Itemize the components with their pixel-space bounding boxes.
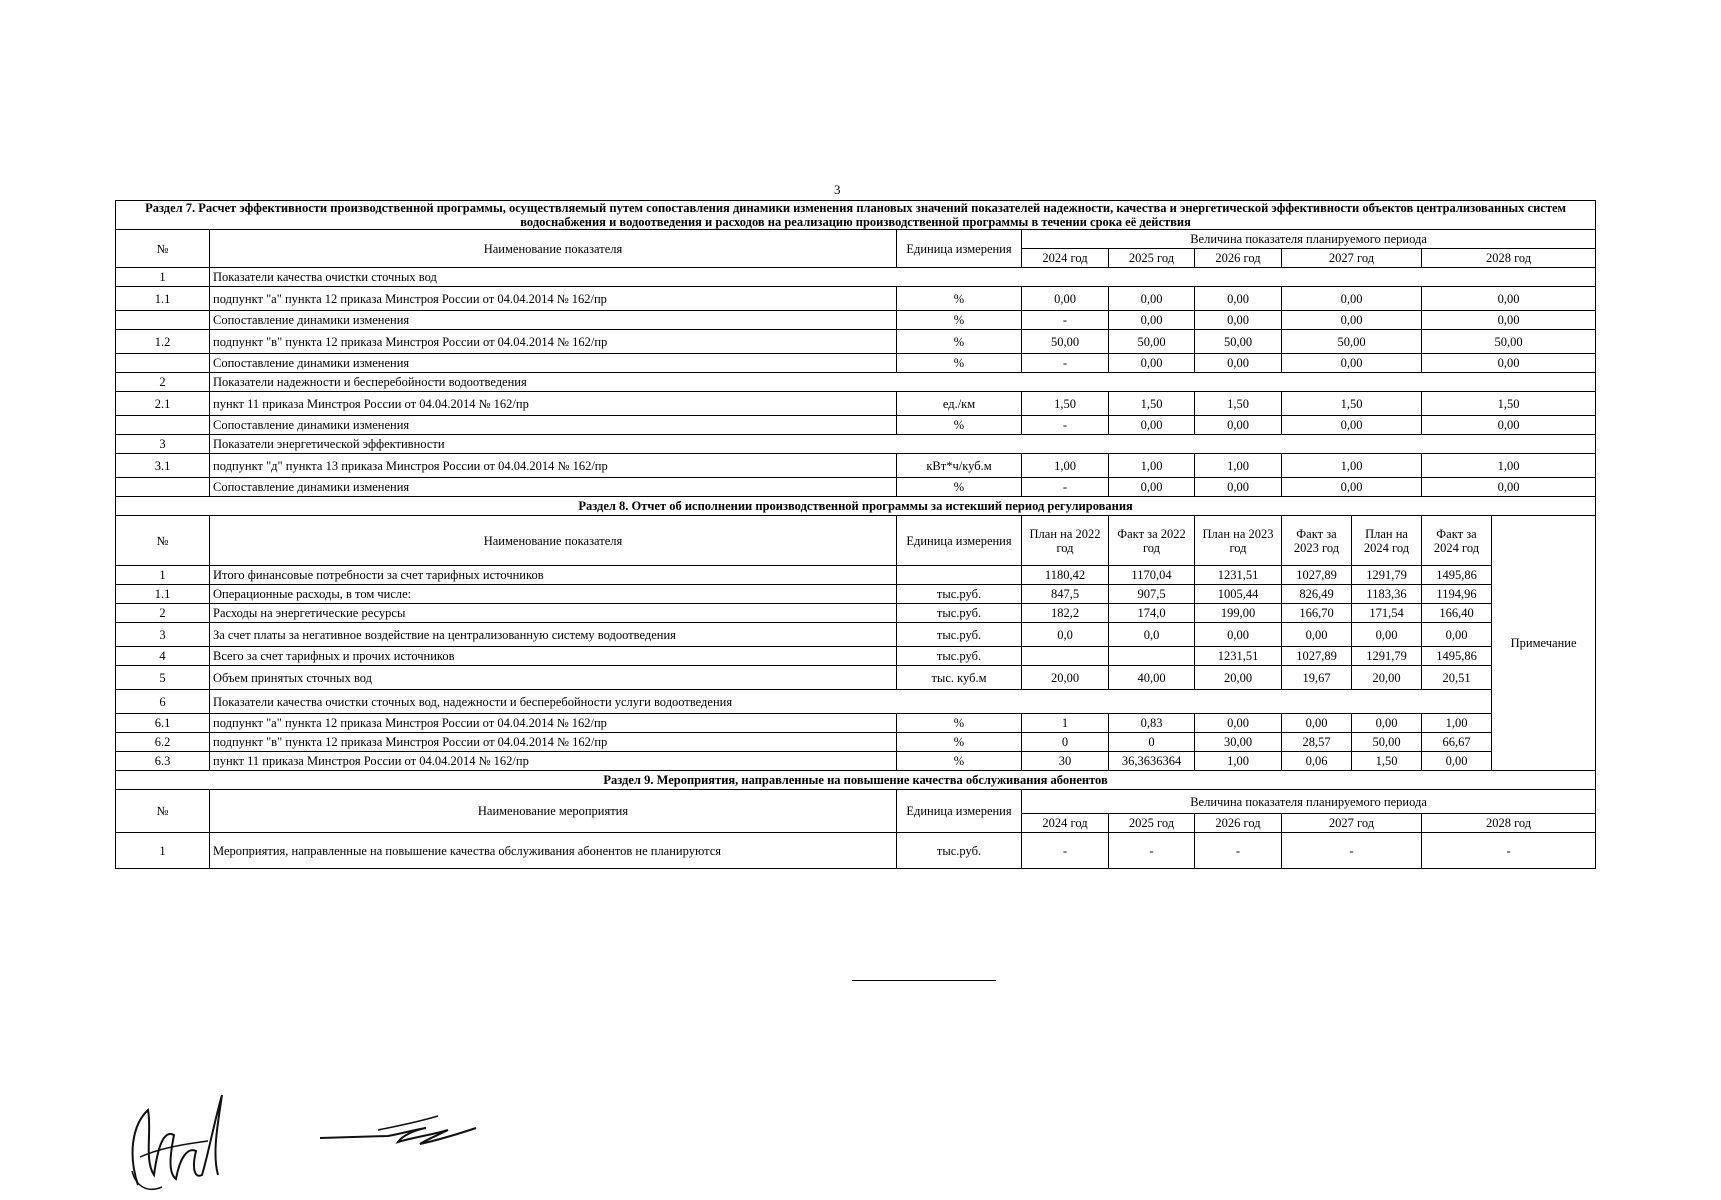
value-col-3: 0,00 xyxy=(1195,714,1282,733)
section7-row xyxy=(116,454,1596,478)
value-2025: 0,00 xyxy=(1109,311,1195,330)
value-2025: 0,00 xyxy=(1109,416,1195,435)
row-unit: тыс.руб. xyxy=(897,833,1022,869)
value-col-1: 182,2 xyxy=(1022,604,1109,623)
value-col-4: 1027,89 xyxy=(1282,647,1352,666)
value-col-1: 30 xyxy=(1022,752,1109,771)
value-2028: 0,00 xyxy=(1422,354,1596,373)
row-name: пункт 11 приказа Минстроя России от 04.04.2014 № 162/пр xyxy=(210,392,897,416)
row-name: Показатели качества очистки сточных вод, надежности и бесперебойности услуги водоотведения xyxy=(210,690,1492,714)
value-col-2: 0,0 xyxy=(1109,623,1195,647)
value-col-5: 0,00 xyxy=(1352,714,1422,733)
value-2025: 1,50 xyxy=(1109,392,1195,416)
value-2028: 1,50 xyxy=(1422,392,1596,416)
row-num: 2 xyxy=(116,373,210,392)
header-num: № xyxy=(116,230,210,268)
value-2025: 0,00 xyxy=(1109,354,1195,373)
row-name: подпункт "в" пункта 12 приказа Минстроя России от 04.04.2014 № 162/пр xyxy=(210,330,897,354)
value-2026: 50,00 xyxy=(1195,330,1282,354)
row-num: 1.1 xyxy=(116,585,210,604)
value-2025: - xyxy=(1109,833,1195,869)
value-col-2: 1170,04 xyxy=(1109,566,1195,585)
value-col-4: 1027,89 xyxy=(1282,566,1352,585)
row-unit: % xyxy=(897,416,1022,435)
value-col-2: 0 xyxy=(1109,733,1195,752)
value-col-2: 174,0 xyxy=(1109,604,1195,623)
row-name: За счет платы за негативное воздействие на централизованную систему водоотведения xyxy=(210,623,897,647)
value-2028: 0,00 xyxy=(1422,478,1596,497)
section9-title: Раздел 9. Мероприятия, направленные на повышение качества обслуживания абонентов xyxy=(116,771,1596,790)
header-unit: Единица измерения xyxy=(897,790,1022,833)
value-2027: 0,00 xyxy=(1282,311,1422,330)
value-col-5: 0,00 xyxy=(1352,623,1422,647)
section8-row xyxy=(116,566,1596,585)
header-2024: 2024 год xyxy=(1022,249,1109,268)
row-unit: % xyxy=(897,752,1022,771)
section7-row xyxy=(116,416,1596,435)
value-col-5: 171,54 xyxy=(1352,604,1422,623)
row-num: 1.1 xyxy=(116,287,210,311)
header-unit: Единица измерения xyxy=(897,230,1022,268)
value-2024: - xyxy=(1022,311,1109,330)
value-2024: - xyxy=(1022,416,1109,435)
row-unit: тыс.руб. xyxy=(897,585,1022,604)
value-col-6: 66,67 xyxy=(1422,733,1492,752)
value-col-2: 40,00 xyxy=(1109,666,1195,690)
row-unit: тыс.руб. xyxy=(897,647,1022,666)
row-num xyxy=(116,311,210,330)
value-2025: 50,00 xyxy=(1109,330,1195,354)
value-col-2 xyxy=(1109,647,1195,666)
row-name: пункт 11 приказа Минстроя России от 04.04.2014 № 162/пр xyxy=(210,752,897,771)
section9-header-row-1 xyxy=(116,790,1596,814)
value-col-5: 20,00 xyxy=(1352,666,1422,690)
value-2027: 0,00 xyxy=(1282,354,1422,373)
value-col-3: 20,00 xyxy=(1195,666,1282,690)
section8-row xyxy=(116,585,1596,604)
value-col-5: 1183,36 xyxy=(1352,585,1422,604)
row-unit: % xyxy=(897,287,1022,311)
row-num: 3 xyxy=(116,435,210,454)
section8-row xyxy=(116,604,1596,623)
header-unit: Единица измерения xyxy=(897,516,1022,566)
header-2026: 2026 год xyxy=(1195,249,1282,268)
row-num: 4 xyxy=(116,647,210,666)
row-num xyxy=(116,416,210,435)
value-col-6: 1495,86 xyxy=(1422,566,1492,585)
header-2028: 2028 год xyxy=(1422,814,1596,833)
value-col-4: 19,67 xyxy=(1282,666,1352,690)
row-num: 6 xyxy=(116,690,210,714)
value-col-1: 847,5 xyxy=(1022,585,1109,604)
value-2026: 1,00 xyxy=(1195,454,1282,478)
section8-row xyxy=(116,752,1596,771)
header-col-5: План на 2024 год xyxy=(1352,516,1422,566)
row-name: Итого финансовые потребности за счет тарифных источников xyxy=(210,566,897,585)
page-number: 3 xyxy=(834,182,841,197)
value-2026: - xyxy=(1195,833,1282,869)
row-name: Операционные расходы, в том числе: xyxy=(210,585,897,604)
section8-title: Раздел 8. Отчет об исполнении производственной программы за истекший период регулирования xyxy=(116,497,1596,516)
value-2025: 0,00 xyxy=(1109,478,1195,497)
row-num: 1 xyxy=(116,833,210,869)
row-unit: % xyxy=(897,714,1022,733)
value-2024: - xyxy=(1022,478,1109,497)
row-num: 5 xyxy=(116,666,210,690)
header-note: Примечание xyxy=(1492,516,1596,771)
section8-row xyxy=(116,733,1596,752)
header-name: Наименование показателя xyxy=(210,516,897,566)
value-2025: 0,00 xyxy=(1109,287,1195,311)
row-name: Сопоставление динамики изменения xyxy=(210,478,897,497)
row-unit: тыс.руб. xyxy=(897,623,1022,647)
value-2024: 50,00 xyxy=(1022,330,1109,354)
value-col-1 xyxy=(1022,647,1109,666)
row-name: Сопоставление динамики изменения xyxy=(210,354,897,373)
row-num: 2 xyxy=(116,604,210,623)
header-period: Величина показателя планируемого периода xyxy=(1022,230,1596,249)
section7-row xyxy=(116,287,1596,311)
row-unit: ед./км xyxy=(897,392,1022,416)
value-col-6: 20,51 xyxy=(1422,666,1492,690)
row-num: 6.2 xyxy=(116,733,210,752)
value-2025: 1,00 xyxy=(1109,454,1195,478)
value-2026: 0,00 xyxy=(1195,354,1282,373)
value-2028: 0,00 xyxy=(1422,416,1596,435)
header-period: Величина показателя планируемого периода xyxy=(1022,790,1596,814)
value-2026: 0,00 xyxy=(1195,478,1282,497)
row-num: 1 xyxy=(116,566,210,585)
row-unit: % xyxy=(897,478,1022,497)
header-2024: 2024 год xyxy=(1022,814,1109,833)
section7-row xyxy=(116,435,1596,454)
signature-2 xyxy=(318,1100,478,1160)
header-2025: 2025 год xyxy=(1109,249,1195,268)
value-col-6: 1,00 xyxy=(1422,714,1492,733)
header-2027: 2027 год xyxy=(1282,814,1422,833)
header-num: № xyxy=(116,516,210,566)
value-2027: - xyxy=(1282,833,1422,869)
row-name: Показатели качества очистки сточных вод xyxy=(210,268,1596,287)
value-col-6: 0,00 xyxy=(1422,752,1492,771)
value-col-5: 1,50 xyxy=(1352,752,1422,771)
row-num: 6.3 xyxy=(116,752,210,771)
value-2028: 1,00 xyxy=(1422,454,1596,478)
value-2026: 0,00 xyxy=(1195,416,1282,435)
section7-row xyxy=(116,268,1596,287)
row-name: Сопоставление динамики изменения xyxy=(210,416,897,435)
value-2026: 0,00 xyxy=(1195,311,1282,330)
row-num: 1.2 xyxy=(116,330,210,354)
row-unit: % xyxy=(897,330,1022,354)
section8-title-row xyxy=(116,497,1596,516)
value-2024: - xyxy=(1022,354,1109,373)
header-name: Наименование мероприятия xyxy=(210,790,897,833)
value-col-4: 166,70 xyxy=(1282,604,1352,623)
section8-row xyxy=(116,690,1596,714)
value-col-4: 0,06 xyxy=(1282,752,1352,771)
value-2026: 0,00 xyxy=(1195,287,1282,311)
value-2028: 50,00 xyxy=(1422,330,1596,354)
row-num: 2.1 xyxy=(116,392,210,416)
header-name: Наименование показателя xyxy=(210,230,897,268)
value-col-1: 20,00 xyxy=(1022,666,1109,690)
section7-row xyxy=(116,478,1596,497)
value-2028: - xyxy=(1422,833,1596,869)
header-col-2: Факт за 2022 год xyxy=(1109,516,1195,566)
separator-line xyxy=(852,980,996,981)
value-2024: 0,00 xyxy=(1022,287,1109,311)
section8-row xyxy=(116,666,1596,690)
value-col-6: 166,40 xyxy=(1422,604,1492,623)
row-unit: % xyxy=(897,733,1022,752)
value-col-1: 0,0 xyxy=(1022,623,1109,647)
value-2026: 1,50 xyxy=(1195,392,1282,416)
value-2027: 50,00 xyxy=(1282,330,1422,354)
value-col-2: 0,83 xyxy=(1109,714,1195,733)
value-col-4: 28,57 xyxy=(1282,733,1352,752)
row-name: Объем принятых сточных вод xyxy=(210,666,897,690)
value-col-5: 1291,79 xyxy=(1352,566,1422,585)
row-name: Расходы на энергетические ресурсы xyxy=(210,604,897,623)
section7-row xyxy=(116,330,1596,354)
program-table xyxy=(115,200,1596,869)
value-col-6: 1194,96 xyxy=(1422,585,1492,604)
value-col-3: 199,00 xyxy=(1195,604,1282,623)
row-name: Показатели энергетической эффективности xyxy=(210,435,1596,454)
row-num xyxy=(116,478,210,497)
row-name: подпункт "а" пункта 12 приказа Минстроя России от 04.04.2014 № 162/пр xyxy=(210,714,897,733)
row-unit: тыс. куб.м xyxy=(897,666,1022,690)
header-num: № xyxy=(116,790,210,833)
row-name: Сопоставление динамики изменения xyxy=(210,311,897,330)
value-col-3: 30,00 xyxy=(1195,733,1282,752)
value-2024: - xyxy=(1022,833,1109,869)
section7-row xyxy=(116,392,1596,416)
value-col-4: 826,49 xyxy=(1282,585,1352,604)
section8-row xyxy=(116,623,1596,647)
section7-row xyxy=(116,311,1596,330)
value-2024: 1,50 xyxy=(1022,392,1109,416)
value-col-5: 1291,79 xyxy=(1352,647,1422,666)
row-name: подпункт "д" пункта 13 приказа Минстроя России от 04.04.2014 № 162/пр xyxy=(210,454,897,478)
row-name: Всего за счет тарифных и прочих источников xyxy=(210,647,897,666)
value-col-3: 1231,51 xyxy=(1195,647,1282,666)
row-unit: тыс.руб. xyxy=(897,604,1022,623)
value-col-1: 1 xyxy=(1022,714,1109,733)
row-unit xyxy=(897,566,1022,585)
value-2027: 0,00 xyxy=(1282,416,1422,435)
value-2027: 1,50 xyxy=(1282,392,1422,416)
value-2027: 1,00 xyxy=(1282,454,1422,478)
row-name: Мероприятия, направленные на повышение качества обслуживания абонентов не планируются xyxy=(210,833,897,869)
row-num xyxy=(116,354,210,373)
section7-title-row xyxy=(116,201,1596,230)
section7-row xyxy=(116,354,1596,373)
row-num: 1 xyxy=(116,268,210,287)
value-col-1: 1180,42 xyxy=(1022,566,1109,585)
header-col-6: Факт за 2024 год xyxy=(1422,516,1492,566)
value-2027: 0,00 xyxy=(1282,478,1422,497)
value-col-3: 1231,51 xyxy=(1195,566,1282,585)
section7-header-row-1 xyxy=(116,230,1596,249)
value-col-3: 1005,44 xyxy=(1195,585,1282,604)
row-num: 3 xyxy=(116,623,210,647)
value-col-2: 907,5 xyxy=(1109,585,1195,604)
row-unit: % xyxy=(897,354,1022,373)
header-2026: 2026 год xyxy=(1195,814,1282,833)
value-col-2: 36,3636364 xyxy=(1109,752,1195,771)
header-col-4: Факт за 2023 год xyxy=(1282,516,1352,566)
value-2027: 0,00 xyxy=(1282,287,1422,311)
value-2028: 0,00 xyxy=(1422,287,1596,311)
value-col-5: 50,00 xyxy=(1352,733,1422,752)
value-col-6: 0,00 xyxy=(1422,623,1492,647)
row-num: 3.1 xyxy=(116,454,210,478)
section9-title-row xyxy=(116,771,1596,790)
signature-1 xyxy=(118,1075,248,1200)
row-name: Показатели надежности и бесперебойности водоотведения xyxy=(210,373,1596,392)
section8-header-row xyxy=(116,516,1596,566)
row-unit: % xyxy=(897,311,1022,330)
header-2025: 2025 год xyxy=(1109,814,1195,833)
header-2028: 2028 год xyxy=(1422,249,1596,268)
value-col-4: 0,00 xyxy=(1282,714,1352,733)
section7-row xyxy=(116,373,1596,392)
row-name: подпункт "а" пункта 12 приказа Минстроя России от 04.04.2014 № 162/пр xyxy=(210,287,897,311)
value-2028: 0,00 xyxy=(1422,311,1596,330)
value-col-3: 0,00 xyxy=(1195,623,1282,647)
value-col-1: 0 xyxy=(1022,733,1109,752)
row-num: 6.1 xyxy=(116,714,210,733)
row-name: подпункт "в" пункта 12 приказа Минстроя России от 04.04.2014 № 162/пр xyxy=(210,733,897,752)
header-col-1: План на 2022 год xyxy=(1022,516,1109,566)
value-col-4: 0,00 xyxy=(1282,623,1352,647)
header-2027: 2027 год xyxy=(1282,249,1422,268)
section8-row xyxy=(116,647,1596,666)
row-unit: кВт*ч/куб.м xyxy=(897,454,1022,478)
value-2024: 1,00 xyxy=(1022,454,1109,478)
section7-title: Раздел 7. Расчет эффективности производственной программы, осуществляемый путем сопоставления динамики изменения плановых значений показателей надежности, качества и энергетической эффективности объектов централизованных систем водоснабжения и водоотведения и расходов на реализацию производственной программы в течении срока её действия xyxy=(116,201,1596,230)
section8-row xyxy=(116,714,1596,733)
header-col-3: План на 2023 год xyxy=(1195,516,1282,566)
value-col-6: 1495,86 xyxy=(1422,647,1492,666)
section9-row xyxy=(116,833,1596,869)
value-col-3: 1,00 xyxy=(1195,752,1282,771)
